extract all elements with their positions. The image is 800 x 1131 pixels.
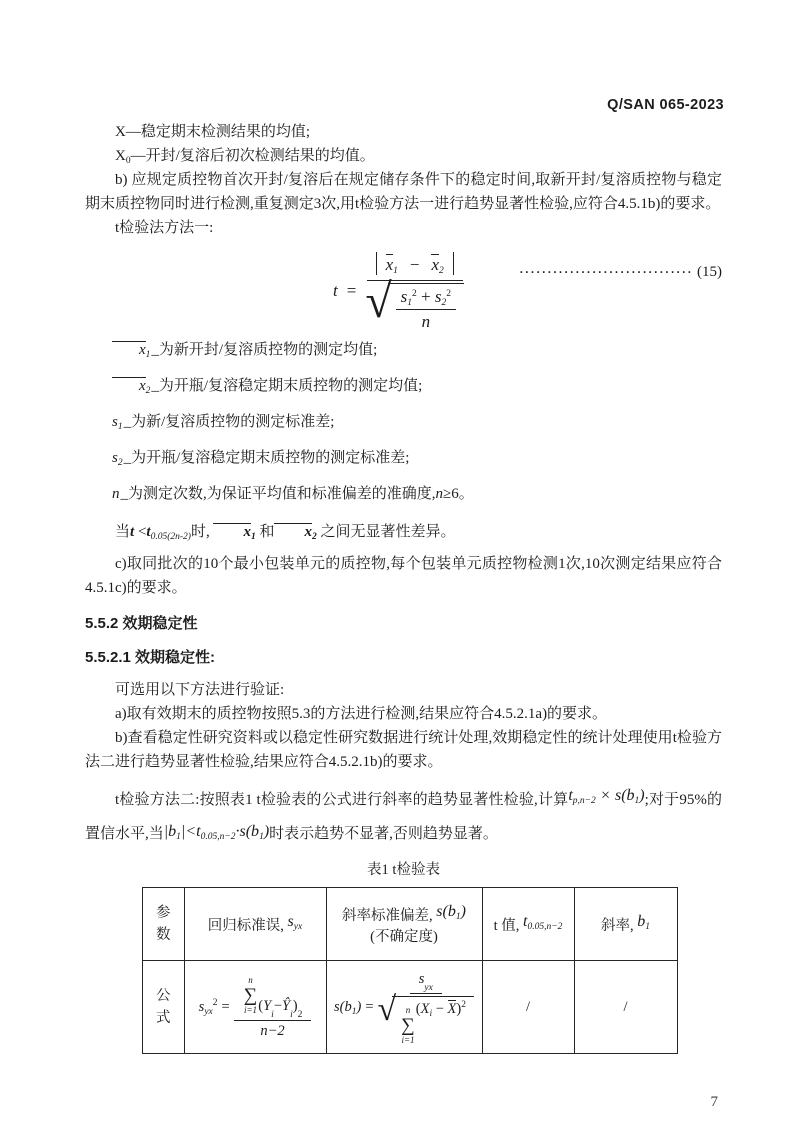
summation-symbol: n ∑ i=1 (401, 1005, 415, 1045)
section-5-5-2-1-heading: 5.5.2.1 效期稳定性: (85, 649, 216, 666)
t-method1-label: t检验法方法一: (115, 220, 214, 236)
section-5-5-2-heading: 5.5.2 效期稳定性 (85, 615, 198, 632)
td-t-value-slash: / (482, 961, 574, 1054)
equation-number: (15) (697, 264, 722, 280)
table-header-row (143, 888, 678, 961)
formula-15 (85, 250, 722, 332)
verification-intro: 可选用以下方法进行验证: (115, 682, 285, 698)
def-s2: $s_2\_$为开瓶/复溶稳定期末质控物的测定标准差; (112, 450, 410, 468)
x0-mean-definition: $X_0—$开封/复溶后初次检测结果的均值。 (115, 148, 375, 166)
para-open-stability: b) 应规定质控物首次开封/复溶后在规定储存条件下的稳定时间,取新开封/复溶质控物与稳定期末质控物同时进行检测,重复测定3次,用t检验方法一进行趋势显著性检验,应符合4.5.1b)的要求。 (85, 172, 722, 212)
t-method2-paragraph: t检验方法二:按照表1 t检验表的公式进行斜率的趋势显著性检验,计算$t_{p,n-2} \times s(b_1)$;对于95%的置信水平,当$|b_1|<t_{0.05,n-2}\cdot s(b_1)$时表示趋势不显著,否则趋势显著。 (85, 787, 723, 842)
def-n: n_为测定次数,为保证平均值和标准偏差的准确度,n≥6。 (112, 486, 474, 502)
radical-sign: √ (377, 991, 397, 1028)
summation-symbol: n ∑ i=1 (243, 975, 258, 1015)
td-formula-label: 公式 (143, 961, 185, 1054)
page-number: 7 (710, 1094, 718, 1110)
td-sb1-formula: $s(b_1)$ = s yx √ n ∑ i=1 $(X_i - X)^2$ (326, 961, 482, 1054)
t-test-table (142, 887, 678, 1054)
formula-15-equation: t = $x_1 - x_2$ √ $\frac{s_1^2 + s_2^2}{n}$ (333, 250, 464, 332)
th-parameter: 参数 (143, 888, 185, 961)
th-slope-sd: 斜率标准偏差, $s(b_1)$ (不确定度) (326, 888, 482, 961)
dotted-leader: ······························· (519, 265, 693, 279)
x-mean-definition: X—稳定期末检测结果的均值; (115, 124, 311, 140)
table1-caption: 表1 t检验表 (367, 862, 440, 878)
def-s1: $s_1\_$为新/复溶质控物的测定标准差; (112, 414, 335, 432)
th-regression-se: 回归标准误, $s_{yx}$ (184, 888, 326, 961)
t-comparison-conclusion: 当$t <t_{0.05(2n-2)}$时, $x_1$ 和 $x_2$ 之间无显著性差异。 (115, 524, 456, 542)
td-syx-formula: $s_{yx}^2$ = n ∑ i=1 ( Y i − Ŷ i ) 2 n−2 (184, 961, 326, 1054)
radical-sign: √ (365, 275, 392, 328)
doc-code: Q/SAN 065-2023 (607, 97, 724, 113)
page-content (85, 120, 722, 1054)
absolute-value-bars: $x_1 - x_2$ (376, 252, 454, 275)
td-slope-slash: / (574, 961, 677, 1054)
th-t-value: t 值, $t_{0.05,n-2}$ (482, 888, 574, 961)
verification-item-b: b)查看稳定性研究资料或以稳定性研究数据进行统计处理,效期稳定性的统计处理使用t检验方法二进行趋势显著性检验,结果应符合4.5.2.1b)的要求。 (85, 730, 722, 770)
table-formula-row (143, 961, 678, 1054)
verification-item-a: a)取有效期末的质控物按照5.3的方法进行检测,结果应符合4.5.2.1a)的要求。 (115, 706, 608, 722)
def-x2: $x_2\_$为开瓶/复溶稳定期末质控物的测定均值; (85, 374, 722, 398)
th-slope: 斜率, $b_1$ (574, 888, 677, 961)
para-batch-units: c)取同批次的10个最小包装单元的质控物,每个包装单元质控物检测1次,10次测定结果应符合4.5.1c)的要求。 (85, 556, 722, 596)
formula-15-leader (519, 250, 722, 281)
def-x1: $x_1\_$为新开封/复溶质控物的测定均值; (85, 338, 722, 362)
